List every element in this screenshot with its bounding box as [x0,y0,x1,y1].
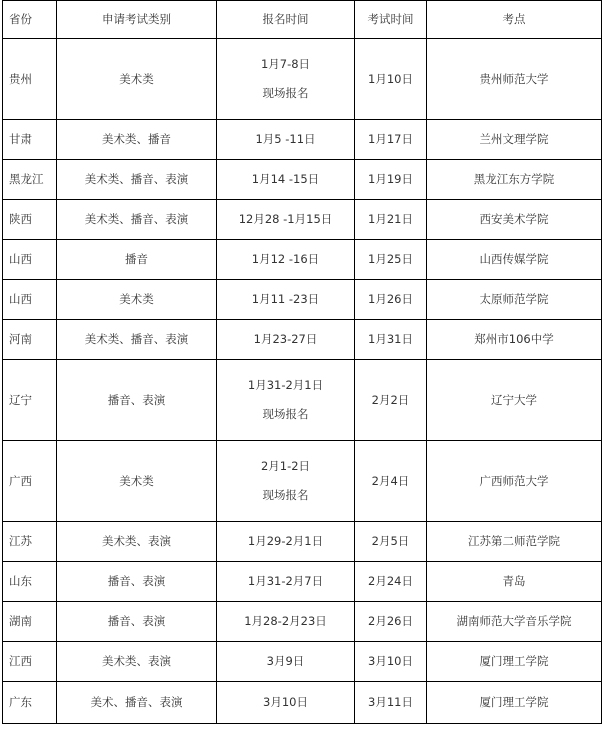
table-row [3,160,602,200]
cell-venue: 江苏第二师范学院 [427,522,602,562]
cell-venue: 广西师范大学 [427,441,602,522]
cell-category: 播音 [57,240,217,280]
cell-category: 美术类、表演 [57,642,217,682]
header-venue: 考点 [427,1,602,39]
cell-category: 播音、表演 [57,360,217,441]
cell-venue: 西安美术学院 [427,200,602,240]
cell-exam-date: 3月11日 [355,682,427,724]
cell-category: 美术类、播音、表演 [57,200,217,240]
table-row [3,280,602,320]
cell-registration: 12月28 -1月15日 [217,200,355,240]
cell-venue: 太原师范学院 [427,280,602,320]
table-row [3,522,602,562]
cell-venue: 兰州文理学院 [427,120,602,160]
cell-exam-date: 2月4日 [355,441,427,522]
cell-exam-date: 2月24日 [355,562,427,602]
table-row [3,120,602,160]
cell-exam-date: 2月2日 [355,360,427,441]
cell-registration: 1月31-2月7日 [217,562,355,602]
table-row [3,642,602,682]
cell-exam-date: 1月10日 [355,39,427,120]
registration-date: 1月7-8日 [260,57,311,71]
registration-date: 2月1-2日 [260,459,311,473]
registration-note: 现场报名 [262,488,309,502]
cell-exam-date: 1月26日 [355,280,427,320]
cell-registration [217,360,355,441]
cell-category: 美术类、播音、表演 [57,320,217,360]
cell-province: 山东 [3,562,57,602]
cell-category: 美术类 [57,280,217,320]
table-row [3,200,602,240]
cell-registration: 1月14 -15日 [217,160,355,200]
cell-province: 江西 [3,642,57,682]
cell-exam-date: 1月21日 [355,200,427,240]
cell-province: 贵州 [3,39,57,120]
cell-registration: 1月28-2月23日 [217,602,355,642]
cell-exam-date: 2月5日 [355,522,427,562]
cell-registration [217,441,355,522]
cell-exam-date: 3月10日 [355,642,427,682]
cell-venue: 青岛 [427,562,602,602]
cell-province: 黑龙江 [3,160,57,200]
cell-category: 美术类、表演 [57,522,217,562]
cell-registration: 3月9日 [217,642,355,682]
cell-venue: 湖南师范大学音乐学院 [427,602,602,642]
cell-exam-date: 2月26日 [355,602,427,642]
cell-category: 美术类、播音 [57,120,217,160]
cell-venue: 郑州市106中学 [427,320,602,360]
cell-venue: 山西传媒学院 [427,240,602,280]
header-category: 申请考试类别 [57,1,217,39]
cell-category: 美术、播音、表演 [57,682,217,724]
cell-category: 美术类、播音、表演 [57,160,217,200]
cell-province: 广东 [3,682,57,724]
table-row [3,240,602,280]
cell-province: 河南 [3,320,57,360]
cell-province: 山西 [3,240,57,280]
cell-registration: 1月23-27日 [217,320,355,360]
cell-province: 江苏 [3,522,57,562]
table-row [3,602,602,642]
cell-venue: 辽宁大学 [427,360,602,441]
cell-exam-date: 1月17日 [355,120,427,160]
cell-exam-date: 1月19日 [355,160,427,200]
table-row [3,562,602,602]
cell-venue: 贵州师范大学 [427,39,602,120]
cell-category: 播音、表演 [57,562,217,602]
table-row [3,441,602,522]
header-registration-time: 报名时间 [217,1,355,39]
cell-venue: 黑龙江东方学院 [427,160,602,200]
header-province: 省份 [3,1,57,39]
registration-date: 1月31-2月1日 [247,378,324,392]
cell-registration: 1月11 -23日 [217,280,355,320]
cell-venue: 厦门理工学院 [427,642,602,682]
cell-registration: 1月29-2月1日 [217,522,355,562]
header-exam-time: 考试时间 [355,1,427,39]
cell-category: 播音、表演 [57,602,217,642]
cell-exam-date: 1月25日 [355,240,427,280]
header-row [3,1,602,39]
cell-province: 甘肃 [3,120,57,160]
cell-category: 美术类 [57,441,217,522]
cell-province: 湖南 [3,602,57,642]
cell-venue: 厦门理工学院 [427,682,602,724]
table-row [3,682,602,724]
cell-registration: 1月12 -16日 [217,240,355,280]
registration-note: 现场报名 [262,407,309,421]
cell-registration [217,39,355,120]
table-row [3,320,602,360]
registration-note: 现场报名 [262,86,309,100]
cell-registration: 1月5 -11日 [217,120,355,160]
table-row [3,360,602,441]
table-row [3,39,602,120]
cell-province: 广西 [3,441,57,522]
cell-province: 陕西 [3,200,57,240]
cell-registration: 3月10日 [217,682,355,724]
cell-category: 美术类 [57,39,217,120]
cell-province: 辽宁 [3,360,57,441]
exam-schedule-table [2,0,602,724]
schedule-table-container [2,0,602,724]
cell-province: 山西 [3,280,57,320]
cell-exam-date: 1月31日 [355,320,427,360]
